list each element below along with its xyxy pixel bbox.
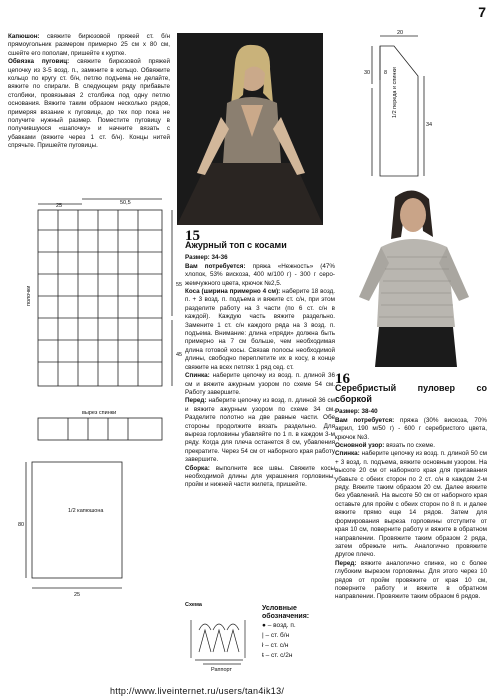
a16-materials: пряжа (30% вискоза, 70% акрил, 190 м/50 г) - 600 г серебристого цвета, крючок №3. xyxy=(335,416,488,441)
right-pattern-schema xyxy=(360,26,432,182)
schema-label: Схема xyxy=(185,602,202,608)
right-dim-20: 20 xyxy=(397,30,404,36)
a15-size-label: Размер: xyxy=(185,254,210,262)
legend-item-sc: | – ст. б/н xyxy=(262,632,290,639)
rapport-label: Раппорт xyxy=(211,667,233,672)
a16-materials-label: Вам потребуется: xyxy=(335,416,395,424)
photo-vest-model xyxy=(177,33,323,225)
dim-right-45: 45 xyxy=(176,352,183,358)
right-dim-34: 34 xyxy=(426,122,432,128)
page-number: 7 xyxy=(478,4,486,20)
a16-pattern: вязать по схеме. xyxy=(386,442,435,450)
right-dim-8: 8 xyxy=(384,70,388,76)
a15-kosa: наберите 18 возд. п. + 3 возд. п. подъема и вяжите ст. с/н, при этом разделите работу на 3 части (по 6 ст. с/н в каждой). Каждую часть вяжите раздельно. Замените 1 ст. с/н каждого ряда на 3 возд. п. подъема. Внимание: длина «пряди» должна быть примерно на 7 см больше, чем необходимая длина готовой косы. Связав полосы необходимой длины, свободно переплетите их в косу, в конце свяжите на всех петлях 1 ряд сед. ст. xyxy=(185,288,335,371)
a16-size-label: Размер: xyxy=(335,408,360,416)
legend-item-dc: ł – ст. с/н xyxy=(262,642,289,649)
article-15 xyxy=(185,228,336,490)
a16-back-label: Спинка: xyxy=(335,450,360,458)
hood-dim-25: 25 xyxy=(74,592,81,598)
side-label: полочки xyxy=(26,285,32,306)
right-schema-label: 1/2 переда и спинки xyxy=(392,67,398,118)
button-binding-text: свяжите бирюзовой пряжей цепочку из 3-5 возд. п., замкните в кольцо. Обвяжите кольцо по кругу ст. б/н, петлю подъема не делайте, вяжите по спирали. В следующем ряду прибавьте столбики, провязывая 2 столбика под одну петлю основания. Вяжите таким образом несколько рядов, примеряя вязание к пуговице, до тех пор пока не получите нужный размер. Поместите пуговицу в получившуюся «шапочку» и начните вязать с убавками (вяжите через 1 ст. б/н). Концы нитей спрячьте. Пришейте пуговицы. xyxy=(8,58,170,150)
a15-back-label: Спинка: xyxy=(185,372,210,380)
a15-materials: пряжа «Нежность» (47% хлопок, 53% вискоза, 400 м/100 г) - 300 г серо-жемчужного цвета, крючок №2,5. xyxy=(185,262,335,287)
a15-size-value: 34-36 xyxy=(211,254,228,262)
a16-front-label: Перед: xyxy=(335,559,357,567)
article-15-title: Ажурный топ с косами xyxy=(185,240,287,251)
article-15-number: 15 xyxy=(185,228,200,244)
a15-back: наберите цепочку из возд. п. длиной 36 см и вяжите ажурным узором по схеме 54 см. Работу завершите. xyxy=(185,372,335,396)
legend-item-chain: ● – возд. п. xyxy=(262,622,296,629)
left-pattern-schema xyxy=(8,196,184,598)
legend-item-tr: ŧ – ст. с/2н xyxy=(262,652,293,659)
a16-back: наберите цепочку из возд. п. длиной 50 см + 3 возд. п. подъема, вяжите основным узором. На высоте 20 см от наборного края для пригавания убавьте с обеих сторон по 2 ст. с/н в каждом 2-м ряду. Вяжите таким образом 20 см. Далее вяжите без убавлений. На высоте 50 см от наборного края оставьте для пройм с обеих сторон по 8 п. и далее вяжите прямо еще 14 рядов. Затем для формирования выреза горловины отступите от края 10 см, поверните работу и вяжите в обратном направлении. Провяжите таким образом 2 ряда, затем обрежьте нить. Аналогично провяжите другое плечо. xyxy=(335,450,488,559)
a16-pattern-label: Основной узор: xyxy=(335,442,385,450)
hood-dim-80: 80 xyxy=(18,522,25,528)
article-16-title: Серебристый пуловер со сборкой xyxy=(335,383,487,405)
legend-title: Условные обозначения: xyxy=(262,605,310,620)
article-16-number: 16 xyxy=(335,371,350,387)
a15-front: наберите цепочку из возд. п. длиной 36 см и вяжите ажурным узором по схеме 34 см. Разделите полотно на две равные части. Обе стороны продолжите вязать раздельно. Для выреза горловины убавляйте по 1 п. в каждом 3-м ряду. Когда для плеча останется 8 см, убавления прекратите. Через 54 см от наборного края работу завершите. xyxy=(185,397,336,464)
hood-text: свяжите бирюзовой пряжей ст. б/н прямоугольник размером примерно 25 см х 80 см, сшейте его пополам, пришейте к куртке. xyxy=(8,33,170,57)
right-dim-30: 30 xyxy=(364,70,371,76)
stitch-legend xyxy=(262,605,322,661)
a15-assembly-label: Сборка: xyxy=(185,464,210,472)
hood-instructions xyxy=(8,33,170,151)
dim-top-50: 50,5 xyxy=(120,200,131,206)
dim-top-25: 25 xyxy=(56,203,63,209)
a16-front: вяжите аналогично спинке, но с более глубоким вырезом горловины. Для этого через 10 рядов от пройм провяжите от края 10 см, поверните работу и вяжите в обратном направлении. Провяжите таким образом 6 рядов. xyxy=(335,559,488,601)
hood-label: 1/2 капюшона xyxy=(68,508,104,514)
back-neck-label: вырез спинки xyxy=(82,410,117,416)
a15-front-label: Перед: xyxy=(185,397,207,405)
photo-pullover-model xyxy=(343,177,488,367)
a15-assembly: выполните все швы. Свяжите косы необходимой длины для украшения горловины, пройм и нижней части жилета, пришейте. xyxy=(185,464,335,489)
dim-right-55: 55 xyxy=(176,282,183,288)
hood-label: Капюшон: xyxy=(8,33,40,40)
stitch-diagram xyxy=(185,600,259,672)
article-16 xyxy=(335,371,488,602)
a15-kosa-label: Коса (ширина примерно 4 см): xyxy=(185,288,281,296)
a16-size-value: 38-40 xyxy=(361,408,378,416)
footer-url[interactable]: http://www.liveinternet.ru/users/tan4ik13/ xyxy=(110,686,285,696)
button-binding-label: Обвязка пуговиц: xyxy=(8,58,70,66)
a15-materials-label: Вам потребуется: xyxy=(185,262,246,270)
